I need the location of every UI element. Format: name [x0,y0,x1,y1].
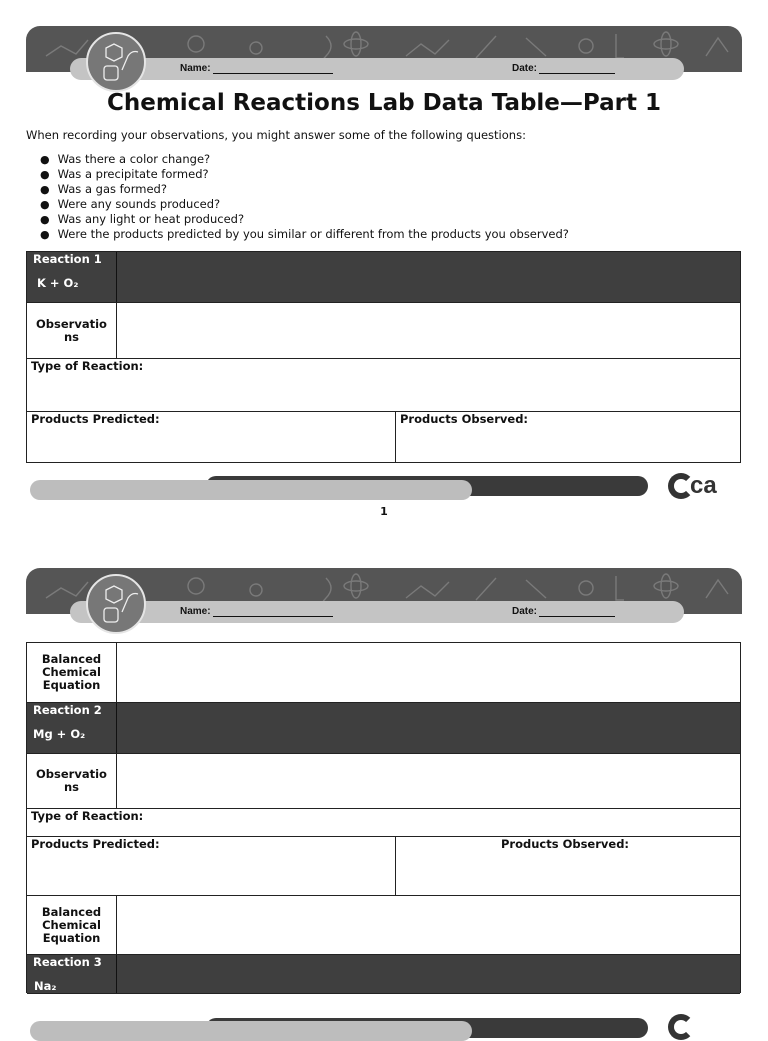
divider [395,837,396,895]
page-title: Chemical Reactions Lab Data Table—Part 1 [106,90,662,116]
reaction-label: Reaction 3 [33,955,102,969]
reaction-2-table [26,642,741,993]
name-field[interactable]: Name: [180,606,333,617]
name-field[interactable]: Name: [180,63,333,74]
list-item: ● Were any sounds produced? [40,197,569,212]
type-of-reaction-row[interactable] [27,358,740,411]
question-list [40,152,569,242]
divider [395,412,396,462]
list-item: ● Was there a color change? [40,152,569,167]
type-of-reaction-row[interactable] [27,808,740,836]
reaction-formula: Na₂ [34,979,57,993]
balanced-equation-label: Balanced Chemical Equation [27,896,117,954]
list-item: ● Was a precipitate formed? [40,167,569,182]
reaction-2-label-cell [27,703,117,753]
products-predicted-label: Products Predicted: [31,837,160,851]
reaction-1-label-cell [27,252,117,302]
lab-logo-icon [86,32,146,92]
cca-logo-icon [668,1014,694,1040]
reaction-1-table [26,251,741,463]
reaction-formula: K + O₂ [37,276,79,290]
reaction-1-row [27,252,740,302]
list-item: ● Were the products predicted by you similar or different from the products you observed? [40,227,569,242]
page-number: 1 [380,505,388,518]
products-row[interactable] [27,836,740,895]
balanced-equation-label: Balanced Chemical Equation [27,643,117,702]
observations-label: Observatio ns [27,754,117,808]
reaction-3-label-cell [27,955,117,993]
products-observed-label: Products Observed: [400,412,529,426]
reaction-formula: Mg + O₂ [33,727,86,741]
name-date-bar [70,601,684,623]
reaction-3-row [27,954,740,994]
date-field[interactable]: Date: [512,63,615,74]
type-of-reaction-label: Type of Reaction: [31,809,144,823]
cca-logo-text: ca [690,472,717,499]
balanced-equation-row[interactable] [27,643,740,702]
products-row[interactable] [27,411,740,462]
reaction-label: Reaction 2 [33,703,102,717]
type-of-reaction-label: Type of Reaction: [31,359,144,373]
balanced-equation-row[interactable] [27,895,740,954]
footer-bar [30,1021,472,1041]
observations-label: Observatio ns [27,303,117,358]
reaction-2-row [27,702,740,753]
name-date-bar [70,58,684,80]
lab-logo-icon [86,574,146,634]
date-field[interactable]: Date: [512,606,615,617]
intro-text: When recording your observations, you might answer some of the following questions: [26,128,526,142]
products-predicted-label: Products Predicted: [31,412,160,426]
list-item: ● Was a gas formed? [40,182,569,197]
observations-row[interactable] [27,753,740,808]
footer-bar [30,480,472,500]
products-observed-label: Products Observed: [501,837,630,851]
reaction-label: Reaction 1 [33,252,102,266]
observations-row[interactable] [27,302,740,358]
list-item: ● Was any light or heat produced? [40,212,569,227]
